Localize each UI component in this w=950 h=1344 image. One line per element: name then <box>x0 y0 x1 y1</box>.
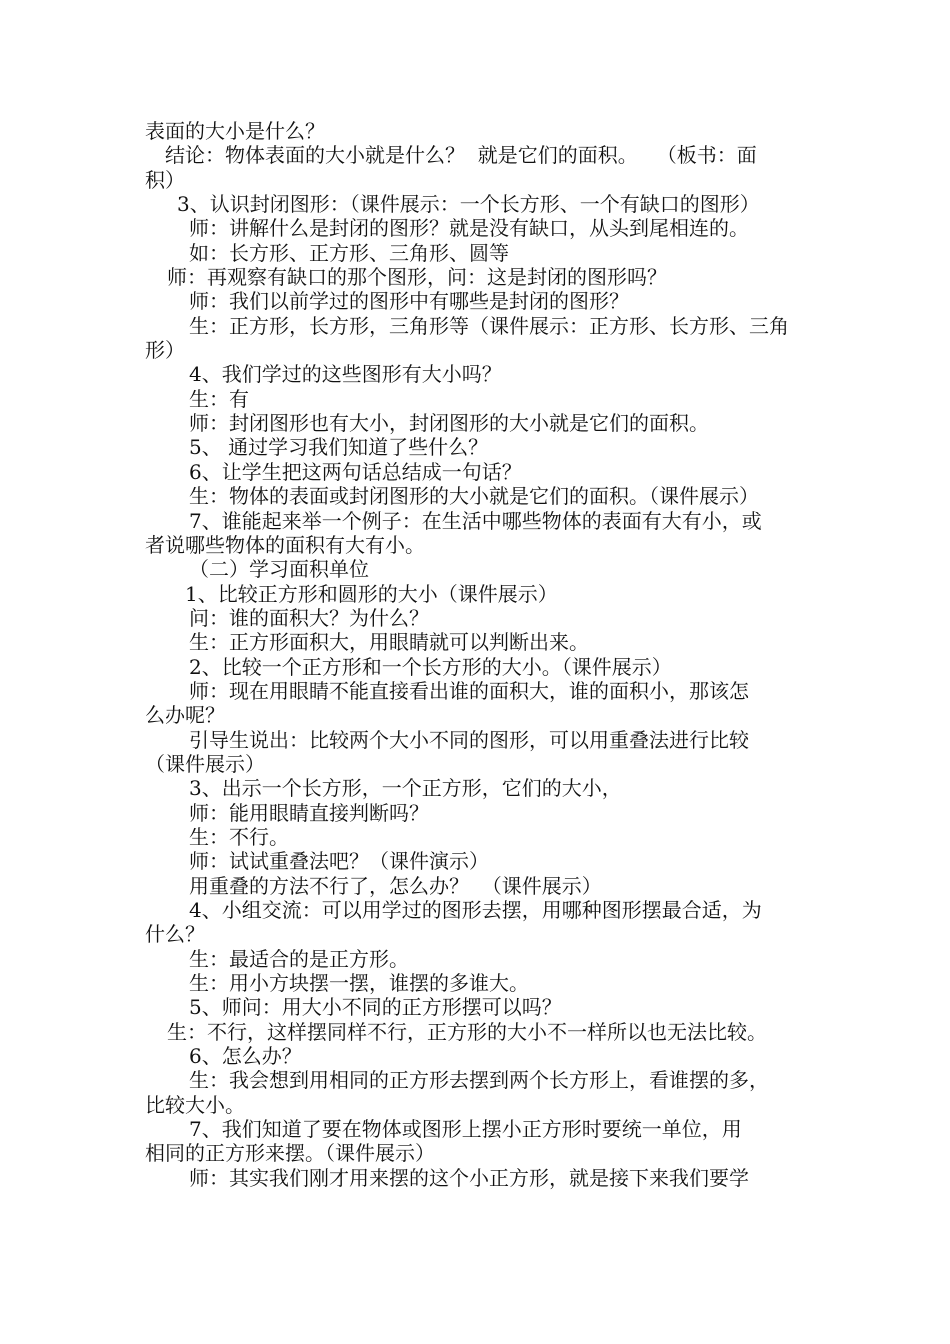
text-line: 生：用小方块摆一摆，谁摆的多谁大。 <box>189 971 529 996</box>
text-line: 5、 通过学习我们知道了些什么？ <box>189 435 489 460</box>
text-line: 生：正方形面积大，用眼睛就可以判断出来。 <box>189 630 589 655</box>
text-line: 师：能用眼睛直接判断吗？ <box>189 800 429 825</box>
text-line: 师：再观察有缺口的那个图形，问：这是封闭的图形吗？ <box>167 265 667 290</box>
text-line: 6、让学生把这两句话总结成一句话？ <box>189 459 522 484</box>
text-line: 么办呢？ <box>145 703 225 728</box>
text-line: 生：最适合的是正方形。 <box>189 946 409 971</box>
text-line: 如：长方形、正方形、三角形、圆等 <box>189 240 509 265</box>
text-line: 生：我会想到用相同的正方形去摆到两个长方形上，看谁摆的多， <box>189 1068 769 1093</box>
document-body <box>145 119 813 1190</box>
text-line: 师：试试重叠法吧？（课件演示） <box>189 849 489 874</box>
text-line: 结论：物体表面的大小就是什么？ 就是它们的面积。 （板书：面 <box>165 143 757 168</box>
text-line: 5、师问：用大小不同的正方形摆可以吗？ <box>189 995 562 1020</box>
text-line: 师：其实我们刚才用来摆的这个小正方形，就是接下来我们要学 <box>189 1165 749 1190</box>
text-line: 表面的大小是什么？ <box>145 119 325 143</box>
text-line: 师：封闭图形也有大小，封闭图形的大小就是它们的面积。 <box>189 411 709 436</box>
text-line: 4、我们学过的这些图形有大小吗？ <box>189 362 502 387</box>
text-line: 什么？ <box>145 922 205 947</box>
text-line: 生：物体的表面或封闭图形的大小就是它们的面积。（课件展示） <box>189 484 759 509</box>
text-line: 2、比较一个正方形和一个长方形的大小。（课件展示） <box>189 654 672 679</box>
text-line: 生：正方形，长方形，三角形等（课件展示：正方形、长方形、三角 <box>189 313 789 338</box>
text-line: 1、比较正方形和圆形的大小（课件展示） <box>185 581 558 606</box>
text-line: 者说哪些物体的面积有大有小。 <box>145 532 425 557</box>
text-line: 生：不行。 <box>189 824 289 849</box>
text-line: 用重叠的方法不行了，怎么办？ （课件展示） <box>189 873 602 898</box>
text-line: 生：不行，这样摆同样不行，正方形的大小不一样所以也无法比较。 <box>167 1019 767 1044</box>
text-line: 6、怎么办？ <box>189 1044 302 1069</box>
text-line: 3、出示一个长方形，一个正方形，它们的大小， <box>189 776 622 801</box>
text-line: 积） <box>145 167 185 192</box>
text-line: 师：我们以前学过的图形中有哪些是封闭的图形？ <box>189 289 629 314</box>
text-line: 师：现在用眼睛不能直接看出谁的面积大，谁的面积小，那该怎 <box>189 678 749 703</box>
text-line: （二）学习面积单位 <box>189 557 369 582</box>
text-line: 比较大小。 <box>145 1092 245 1117</box>
text-line: 引导生说出：比较两个大小不同的图形，可以用重叠法进行比较 <box>189 727 749 752</box>
text-line: 3、认识封闭图形：（课件展示：一个长方形、一个有缺口的图形） <box>177 192 760 217</box>
text-line: 师：讲解什么是封闭的图形？就是没有缺口，从头到尾相连的。 <box>189 216 749 241</box>
text-line: 相同的正方形来摆。（课件展示） <box>145 1141 435 1166</box>
text-line: 4、小组交流：可以用学过的图形去摆，用哪种图形摆最合适，为 <box>189 898 762 922</box>
text-line: 7、我们知道了要在物体或图形上摆小正方形时要统一单位，用 <box>189 1117 742 1142</box>
text-line: 形） <box>145 338 185 363</box>
text-line: 问：谁的面积大？为什么？ <box>189 605 429 630</box>
text-line: 7、谁能起来举一个例子：在生活中哪些物体的表面有大有小，或 <box>189 508 762 533</box>
text-line: 生：有 <box>189 386 249 411</box>
text-line: （课件展示） <box>145 751 265 776</box>
